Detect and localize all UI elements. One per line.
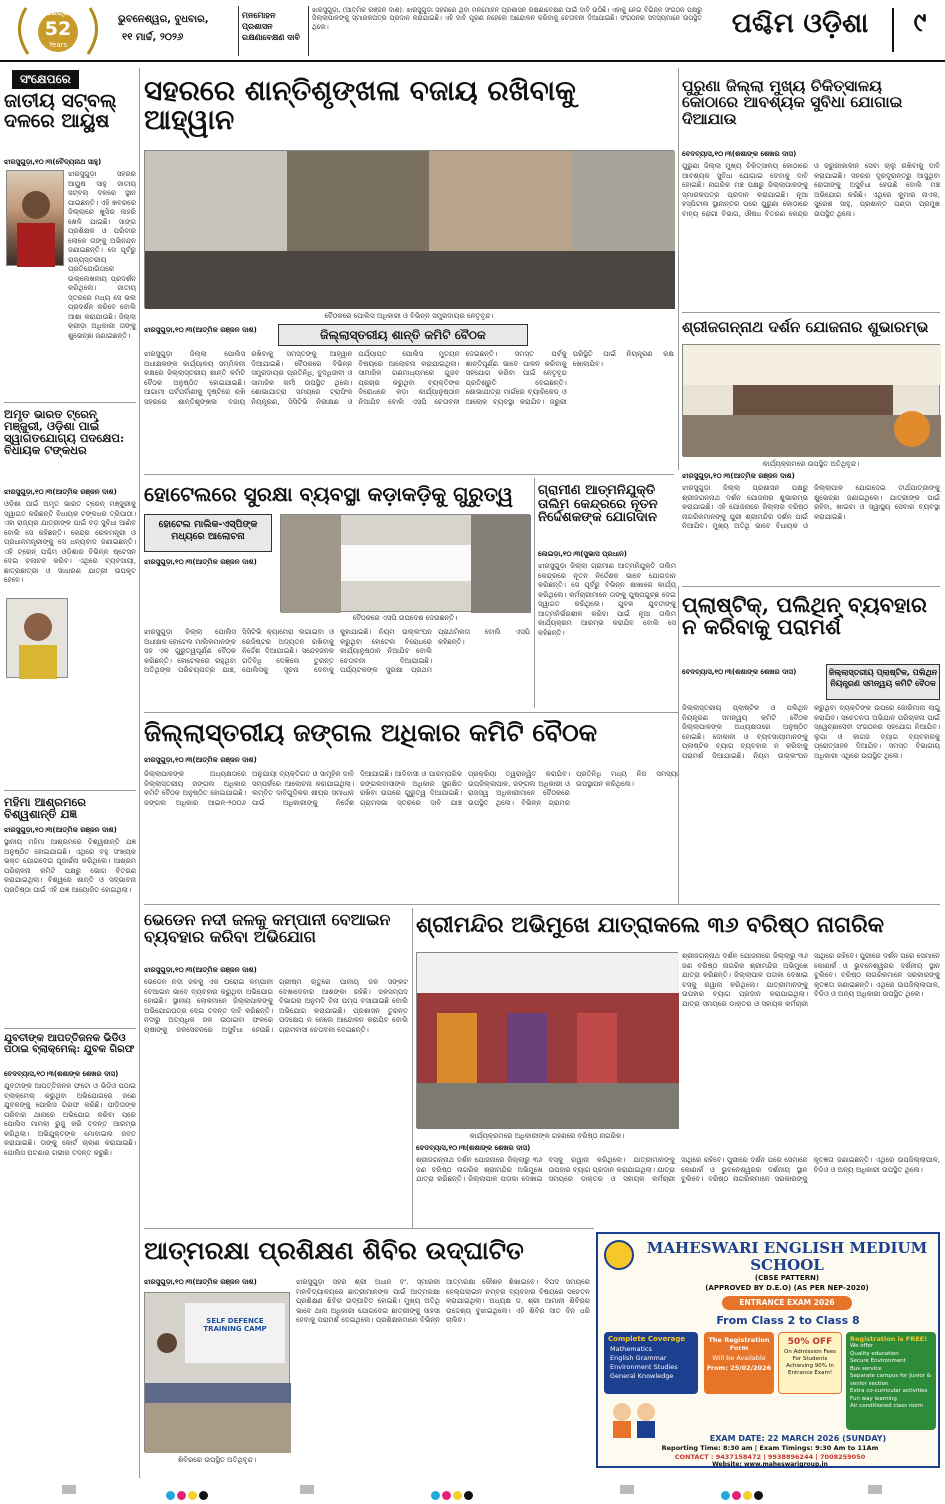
selfdefense-headline: ଆତ୍ମରକ୍ଷା ପ୍ରଶିକ୍ଷଣ ଶିବିର ଉଦ୍‌ଘାଟିତ (144, 1236, 524, 1265)
rural-dateline: ଲେଇଡ଼ା,୧୦।୩(ସୁଭାସ ପ୍ରଧାନ) (538, 550, 627, 558)
forest-dateline: ଝାରସୁଗୁଡ଼ା,୧୦।୩(ଆତ୍ମିକ ରଞ୍ଜନ ଦାଶ) (144, 756, 257, 764)
feature-item: Secure Environment (850, 1358, 906, 1364)
hospital-text: ପୁରୁଣା ଜିଲ୍ଲା ମୁଖ୍ୟ ଚିକିତ୍ସାଳୟ କୋଠାରେ ଆବଶ୍ୟକ ସୁବିଧା ଯୋଗାଇ ଦେବାକୁ ଦାବି ହୋଇଛି। ନାଗରିକ ମଞ୍ଚ ପକ୍ଷରୁ ଜିଲ୍ଲାପାଳଙ୍କୁ ସ୍ମାରକପତ୍ର ପ୍ରଦାନ କରାଯାଇଛି। ନୂଆ ହସ୍ପିଟାଲ ସ୍ଥାନାନ୍ତର ପରେ ପୁରୁଣା କୋଠାରେ ବାହ୍ୟ ରୋଗୀ ବିଭାଗ, ଔଷଧ ବିତରଣ କେନ୍ଦ୍ର ଓ ଜରୁରୀକାଳୀନ ସେବା ଚାଲୁ ରଖିବାକୁ ଦାବି କରାଯାଇଛି। ସହରର ଦୂରଦୂରାନ୍ତରୁ ଆସୁଥିବା ରୋଗୀଙ୍କୁ ଅସୁବିଧା ହେଉଛି ବୋଲି ମଞ୍ଚ ଅଭିଯୋଗ କରିଛି। ଏଥିରେ କୁମାର ନାଏକ, ସୁରେଶ ସାହୁ, ପ୍ରଶାନ୍ତ ପଣ୍ଡା ପ୍ରମୁଖ ଉପସ୍ଥିତ ଥିଲେ। (682, 162, 940, 218)
jagannath-dateline: ଝାରସୁଗୁଡ଼ା,୧୦।୩(ଆତ୍ମିକ ରଞ୍ଜନ ଦାଶ) (682, 472, 795, 480)
lead-photo-caption: ବୈଠକରେ ପୋଲିସ ଅଧିକାରୀ ଓ ବିଭିନ୍ନ ସମ୍ପ୍ରଦାୟର ନେତୃବୃନ୍ଦ। (324, 312, 494, 320)
registration-form-box (704, 1332, 774, 1394)
cyan-dot-icon (721, 1491, 730, 1500)
lead-text: ଝାରସୁଗୁଡ଼ା ଜିଲ୍ଲା ପୋଲିସ ଅଧୀକ୍ଷକଙ୍କ କାର୍ଯ୍ୟାଳୟ ସମ୍ମିଳନୀ କକ୍ଷରେ ଜିଲ୍ଲାସ୍ତରୀୟ ଶାନ୍ତି କମିଟି ବୈଠକ ଅନୁଷ୍ଠିତ ହୋଇଯାଇଛି। ଆଗାମୀ ପର୍ବପର୍ବାଣୀକୁ ଦୃଷ୍ଟିରେ ରଖି ସହରରେ ଶାନ୍ତିଶୃଙ୍ଖଳା ବଜାୟ ରଖିବାକୁ ସମସ୍ତଙ୍କୁ ଆହ୍ୱାନ ଦିଆଯାଇଛି। ବୈଠକରେ ବିଭିନ୍ନ ସମ୍ପ୍ରଦାୟର ପ୍ରତିନିଧି, ବୁଦ୍ଧିଜୀବୀ ଓ ସାମାଜିକ କର୍ମୀ ଉପସ୍ଥିତ ଥିଲେ। ଶୋଭାଯାତ୍ରା ସମୟରେ ଟ୍ରାଫିକ ନିୟନ୍ତ୍ରଣ, ସିସିଟିଭି ନିରୀକ୍ଷଣ ଓ ପର୍ଯ୍ୟାପ୍ତ ପୋଲିସ ମୁତୟନ ବିଷୟରେ ଆଲୋଚନା କରାଯାଇଥିଲା। ସାମାଜିକ ଗଣମାଧ୍ୟମରେ ଗୁଜବ ପ୍ରଚାର କରୁଥିବା ବ୍ୟକ୍ତିଙ୍କ ବିରୋଧରେ କଡ଼ା କାର୍ଯ୍ୟାନୁଷ୍ଠାନ ନିଆଯିବ ବୋଲି ଏସପି ଚେତାବନୀ ଦେଇଛନ୍ତି। ସମସ୍ତ ପର୍ବକୁ ଶାନ୍ତିପୂର୍ଣ୍ଣ ଭାବେ ପାଳନ କରିବାକୁ ସହଯୋଗ କରିବା ପାଇଁ ନେତୃବୃନ୍ଦ ପ୍ରତିଶ୍ରୁତି ଦେଇଛନ୍ତି। ଶୋଭାଯାତ୍ରା ମାର୍ଗରେ ବ୍ୟାରିକେଡ୍‌ ଓ ଆଲୋକ ବ୍ୟବସ୍ଥା କରାଯିବ। ଜରୁରୀ ପରିସ୍ଥିତି ପାଇଁ ନିୟନ୍ତ୍ରଣ କକ୍ଷ ଖୋଲାଯିବ। (144, 350, 674, 406)
ticker-text: ଝାରସୁଗୁଡ଼ା, (ଆତ୍ମିକ ରଞ୍ଜନ ଦାଶ): ଝାରସୁଗୁଡ଼ା ସହରରେ ଥିବା ମନମୋହନ ପ୍ରଶାସନ ରକ୍ଷଣାବେକ୍ଷଣ ପାଇଁ ଦାବି ଉଠିଛି। ଏହାକୁ ନେଇ ବିଭିନ୍ନ ସଂଗଠନ ପକ୍ଷରୁ ଜିଲ୍ଲାପାଳଙ୍କୁ ସ୍ମାରକପତ୍ର ପ୍ରଦାନ କରାଯାଇଛି। ଏହି ଦାବି ପୂରଣ ନହେଲେ ଆନ୍ଦୋଳନ କରିବାକୁ ଚେତାବନୀ ଦିଆଯାଇଛି। ସଂଗଠନର ସଦସ୍ୟମାନେ ଉପସ୍ଥିତ ଥିଲେ। (312, 6, 702, 31)
section-name: ପଶ୍ଚିମ ଓଡ଼ିଶା (731, 8, 869, 39)
brief-4-headline: ଯୁବତୀଙ୍କ ଆପତ୍ତିଜନକ ଭିଡିଓ ପଠାଇ ବ୍ଲାକ୍‌ମେଲ୍‌: ଯୁବକ ଗିରଫ (4, 1033, 135, 1055)
gray-bar-mark (620, 1485, 634, 1494)
jagannath-photo-caption: କାର୍ଯ୍ୟକ୍ରମରେ ଉପସ୍ଥିତ ଅତିଥିବୃନ୍ଦ। (762, 460, 860, 468)
features-box (846, 1332, 936, 1430)
brief-2-photo (6, 598, 68, 678)
selfdefense-photo (144, 1292, 290, 1452)
brief-3-dateline: ଝାରସୁଗୁଡ଼ା,୧୦।୩(ଆତ୍ମିକ ରଞ୍ଜନ ଦାଶ) (4, 826, 117, 834)
exam-date: EXAM DATE: 22 MARCH 2026 (SUNDAY) (709, 1434, 887, 1443)
jagannath-photo (682, 344, 940, 456)
school-pattern: (CBSE PATTERN) (754, 1274, 820, 1282)
cartoon-kids-illustration (604, 1398, 664, 1438)
magenta-dot-icon (442, 1491, 451, 1500)
black-dot-icon (754, 1491, 763, 1500)
forest-text: ଜିଲ୍ଲାପାଳଙ୍କ ଅଧ୍ୟକ୍ଷତାରେ ଜିଲ୍ଲାସ୍ତରୀୟ ଜଙ୍ଗଲ ଅଧିକାର କମିଟି ବୈଠକ ଅନୁଷ୍ଠିତ ହୋଇଯାଇଛି। ଜଙ୍ଗଲ ଅଧିକାର ଆଇନ-୨୦୦୬ ଅନୁଯାୟୀ ବ୍ୟକ୍ତିଗତ ଓ ସାମୂହିକ ଦାବି ସମ୍ପର୍କରେ ଆଲୋଚନା କରାଯାଇଥିଲା। ଲମ୍ବିତ ଦାବିଗୁଡ଼ିକର ଶୀଘ୍ର ସମାଧାନ ପାଇଁ ଅଧିକାରୀଙ୍କୁ ନିର୍ଦ୍ଦେଶ ଦିଆଯାଇଛି। ଆଦିବାସୀ ଓ ପାରମ୍ପରିକ ଜଙ୍ଗଲବାସୀଙ୍କ ଅଧିକାର ସୁରକ୍ଷିତ ରଖିବା ଉପରେ ଗୁରୁତ୍ୱ ଦିଆଯାଇଛି। ଗ୍ରାମସଭା ସ୍ତରରେ ଦାବି ଯାଞ୍ଚ ପ୍ରକ୍ରିୟା ତ୍ୱରାନ୍ୱିତ କରାଯିବ। ଉପଜିଲ୍ଲାପାଳ, ଜଙ୍ଗଲ ଅଧିକାରୀ ଓ ରାଜସ୍ୱ ଅଧିକାରୀମାନେ ବୈଠକରେ ଉପସ୍ଥିତ ଥିଲେ। ବିଭିନ୍ନ ଗ୍ରାମର ପ୍ରତିନିଧି ମଧ୍ୟ ନିଜ ସମସ୍ୟା ଉପସ୍ଥାପନ କରିଥିଲେ। (144, 770, 678, 807)
form-title: The Registration Form (708, 1336, 770, 1352)
registration-free: Registration is FREE! (850, 1335, 928, 1343)
hotel-photo-caption: ବୈଠକରେ ଏସପି ଉପଦେଶ ଦେଉଛନ୍ତି। (352, 614, 458, 622)
offer-text: On Admission Fees For Students Achieving 90% In Entrance Exam! (784, 1349, 836, 1376)
hotel-dateline: ଝାରସୁଗୁଡ଼ା,୧୦।୩(ଆତ୍ମିକ ରଞ୍ଜନ ଦାଶ) (144, 558, 257, 566)
river-headline: ଭେଡେନ ନଦୀ ଜଳକୁ କମ୍ପାନୀ ବେଆଇନ ବ୍ୟବହାର କରିବା ଅଭିଯୋଗ (144, 910, 391, 946)
yellow-dot-icon (743, 1491, 752, 1500)
jagannath-text: ଝାରସୁଗୁଡ଼ା ଜିଲ୍ଲା ପ୍ରଶାସନ ପକ୍ଷରୁ ଶ୍ରୀଜଗନ୍ନାଥ ଦର୍ଶନ ଯୋଜନାର ଶୁଭାରମ୍ଭ କରାଯାଇଛି। ଏହି ଯୋଜନାରେ ଜିଲ୍ଲାର ବରିଷ୍ଠ ନାଗରିକମାନଙ୍କୁ ପୁରୀ ଶ୍ରୀମନ୍ଦିର ଦର୍ଶନ ପାଇଁ ନିଆଯିବ। ମୁଖ୍ୟ ଅତିଥି ଭାବେ ବିଧାୟକ ଓ ଜିଲ୍ଲାପାଳ ଯୋଗଦେଇ ତୀର୍ଥଯାତ୍ରୀଙ୍କୁ ଶୁଭେଚ୍ଛା ଜଣାଇଥିଲେ। ଯାତ୍ରୀଙ୍କ ପାଇଁ ରହିବା, ଖାଇବା ଓ ସ୍ୱାସ୍ଥ୍ୟ ସେବାର ବ୍ୟବସ୍ଥା କରାଯାଇଛି। (682, 484, 940, 530)
badge-years-label: Years (48, 41, 68, 49)
gray-bar-mark (62, 1485, 76, 1494)
hotel-headline: ହୋଟେଲରେ ସୁରକ୍ଷା ବ୍ୟବସ୍ଥା କଡ଼ାକଡ଼ିକୁ ଗୁରୁତ୍ୱ (144, 482, 513, 506)
page-number: ୯ (913, 8, 927, 38)
brief-4-dateline: ବେଦବ୍ୟାସ,୧୦।୩(ଶଶାଙ୍କ ଶେଖର ଦାସ) (4, 1070, 119, 1078)
coverage-item: General Knowledge (610, 1372, 674, 1380)
hotel-photo (280, 514, 530, 612)
feature-item: Air conditioned class room (850, 1403, 923, 1409)
cyan-dot-icon (166, 1491, 175, 1500)
yellow-dot-icon (188, 1491, 197, 1500)
school-ad (596, 1232, 940, 1468)
brief-4-text: ଯୁବତୀଙ୍କ ଆପତ୍ତିଜନକ ଫଟୋ ଓ ଭିଡିଓ ପଠାଇ ବ୍ଲାକ୍‌ମେଲ୍‌ କରୁଥିବା ଅଭିଯୋଗରେ ଜଣେ ଯୁବକଙ୍କୁ ପୋଲିସ ଗିରଫ କରିଛି। ପୀଡ଼ିତାଙ୍କ ପରିବାର ଥାନାରେ ଅଭିଯୋଗ କରିବା ପରେ ପୋଲିସ ମାମଲା ରୁଜୁ କରି ତଦନ୍ତ ଆରମ୍ଭ କରିଥିଲା। ଅଭିଯୁକ୍ତଙ୍କ ମୋବାଇଲ ଜବତ କରାଯାଇଛି। ତାଙ୍କୁ କୋର୍ଟ ଚାଲାଣ କରାଯାଇଛି। ପୋଲିସ ଘଟଣାର ଗଭୀର ତଦନ୍ତ କରୁଛି। (4, 1082, 136, 1157)
ticker-head-2: ରକ୍ଷଣାବେକ୍ଷଣ ଦାବି (242, 33, 300, 42)
offer-box (778, 1332, 842, 1394)
gray-bar-mark (868, 1485, 882, 1494)
exam-timing: Reporting Time: 8:30 am | Exam Timings: 9:30 Am to 11Am (661, 1444, 879, 1452)
brief-3-text: ସ୍ଥାନୀୟ ମହିମା ଆଶ୍ରମରେ ବିଶ୍ୱଶାନ୍ତି ଯଜ୍ଞ ଅନୁଷ୍ଠିତ ହୋଇଯାଇଛି। ଏଥିରେ ବହୁ ସଂଖ୍ୟକ ଭକ୍ତ ଯୋଗଦେଇ ପୂଜାର୍ଚ୍ଚନା କରିଥିଲେ। ଆଶ୍ରମ ପରିଚାଳନା କମିଟି ପକ୍ଷରୁ ଭୋଗ ବିତରଣ କରାଯାଇଥିଲା। ବିଶ୍ୱରେ ଶାନ୍ତି ଓ ସଦ୍‌ଭାବନା ପ୍ରତିଷ୍ଠା ପାଇଁ ଏହି ଯଜ୍ଞ ଆୟୋଜିତ ହୋଇଥିଲା। (4, 838, 136, 894)
briefs-column (4, 68, 136, 1478)
coverage-item: Environment Studies (610, 1363, 678, 1371)
coverage-item: English Grammar (610, 1354, 667, 1362)
class-range: From Class 2 to Class 8 (716, 1314, 860, 1327)
rural-headline: ଗ୍ରାମୀଣ ଆତ୍ମନିଯୁକ୍ତି ତାଲିମ କେନ୍ଦ୍ରରେ ନୂତନ ନିର୍ଦ୍ଦେଶକଙ୍କ ଯୋଗଦାନ (538, 483, 658, 526)
feature-item: Quality education (850, 1350, 899, 1357)
temple-photo-caption: କାର୍ଯ୍ୟକ୍ରମରେ ଅଧିକାରୀଙ୍କ ଗହଣରେ ବରିଷ୍ଠ ନାଗରିକ। (469, 1132, 625, 1140)
feature-item: Extra co-curricular activities (850, 1388, 928, 1394)
plastic-headline: ପ୍ଲାଷ୍ଟିକ୍‌, ପଲିଥିନ୍‌ ବ୍ୟବହାର ନ କରିବାକୁ ପରାମର୍ଶ (682, 592, 927, 640)
offer-percent: 50% OFF (787, 1337, 833, 1347)
coverage-title: Complete Coverage (608, 1335, 686, 1343)
form-sub: Will be Available (712, 1354, 766, 1362)
badge-word: ଧରିତ୍ରୀ (45, 8, 71, 17)
temple-photo (416, 952, 678, 1128)
selfdefense-dateline: ଝାରସୁଗୁଡ଼ା,୧୦।୩(ଆତ୍ମିକ ରଞ୍ଜନ ଦାଶ) (144, 1278, 257, 1286)
magenta-dot-icon (177, 1491, 186, 1500)
city-day: ଭୁବନେଶ୍ୱର, ବୁଧବାର, (118, 14, 209, 25)
coverage-box (604, 1332, 698, 1394)
selfdefense-photo-caption: ଶିବିରରେ ଉପସ୍ଥିତ ଅତିଥିବୃନ୍ଦ। (177, 1456, 257, 1464)
rural-text: ଝାରସୁଗୁଡ଼ା ଜିଲ୍ଲା ଗ୍ରାମୀଣ ଆତ୍ମନିଯୁକ୍ତି ତାଲିମ କେନ୍ଦ୍ରରେ ନୂତନ ନିର୍ଦ୍ଦେଶକ ଭାବେ ଯୋଗଦାନ କରିଛନ୍ତି। ସେ ପୂର୍ବରୁ ବିଭିନ୍ନ ଶାଖାରେ କାର୍ଯ୍ୟ କରିଥିଲେ। କର୍ମଚାରୀମାନେ ତାଙ୍କୁ ପୁଷ୍ପଗୁଚ୍ଛ ଦେଇ ସ୍ୱାଗତ କରିଥିଲେ। ଯୁବକ ଯୁବତୀଙ୍କୁ ଆତ୍ମନିର୍ଭରଶୀଳ କରିବା ପାଇଁ ନୂଆ ତାଲିମ କାର୍ଯ୍ୟକ୍ରମ ଆରମ୍ଭ କରାଯିବ ବୋଲି ସେ କହିଛନ୍ତି। (538, 562, 676, 637)
plastic-dateline: ବେଦବ୍ୟାସ,୧୦।୩(ଶଶାଙ୍କ ଶେଖର ଦାସ) (682, 668, 797, 676)
plastic-text: ଜିଲ୍ଲାସ୍ତରୀୟ ପ୍ଲାଷ୍ଟିକ ଓ ପଲିଥିନ ନିୟନ୍ତ୍ରଣ ସମନ୍ୱୟ କମିଟି ବୈଠକ ଜିଲ୍ଲାପାଳଙ୍କ ଅଧ୍ୟକ୍ଷତାରେ ଅନୁଷ୍ଠିତ ହୋଇଛି। ଦୋକାନୀ ଓ ବ୍ୟବସାୟୀମାନଙ୍କୁ ପ୍ଲାଷ୍ଟିକ ବ୍ୟାଗ ବ୍ୟବହାର ନ କରିବାକୁ ପରାମର୍ଶ ଦିଆଯାଇଛି। ନିୟମ ଉଲ୍ଲଂଘନ କରୁଥିବା ବ୍ୟକ୍ତିଙ୍କ ଉପରେ ଜୋରିମାନା ଲାଗୁ କରାଯିବ। ସଚେତନତା ଅଭିଯାନ ପରିଚାଳନା ପାଇଁ ସ୍ୱେଚ୍ଛାସେବୀ ସଂଗଠନର ସହଯୋଗ ନିଆଯିବ। ଲୁଗା ଓ କାଗଜ ବ୍ୟାଗ ବ୍ୟବହାରକୁ ପ୍ରୋତ୍ସାହନ ଦିଆଯିବ। ସମସ୍ତ ବିଭାଗୀୟ ଅଧିକାରୀ ଏଥିରେ ଉପସ୍ଥିତ ଥିଲେ। (682, 704, 940, 760)
selfdefense-text: ଝାରସୁଗୁଡ଼ା ସହର ଶ୍ରୀ ଅଧାନ ବଂ. ସ୍ମାରକୀ ମହାବିଦ୍ୟାଳୟରେ ଛାତ୍ରୀମାନଙ୍କ ପାଇଁ ଆତ୍ମରକ୍ଷା ପ୍ରଶିକ୍ଷଣ ଶିବିର ଉଦ୍‌ଘାଟିତ ହୋଇଛି। ମୁଖ୍ୟ ଅତିଥି ଭାବେ ଥାନା ଅଧିକାରୀ ଯୋଗଦେଇ ଛାତ୍ରୀଙ୍କୁ ସାହସୀ ହେବାକୁ ପରାମର୍ଶ ଦେଇଥିଲେ। ପ୍ରଶିକ୍ଷକମାନେ ବିଭିନ୍ନ ଆତ୍ମରକ୍ଷା କୌଶଳ ଶିଖାଇବେ। ବିପଦ ସମୟରେ ହେଲ୍‌ପଲାଇନ ନମ୍ବର ବ୍ୟବହାର ବିଷୟରେ ସଚେତନ କରାଯାଇଥିଲା। ଅଧ୍ୟକ୍ଷ ଡ. ଶ୍ରୀ ଆମାନୀ ଶିବିରର ଉଦ୍ଦେଶ୍ୟ ବୁଝାଇଥିଲେ। ଏହି ଶିବିର ସାତ ଦିନ ଧରି ଚାଲିବ। (296, 1278, 590, 1324)
school-logo-icon (604, 1240, 634, 1270)
brief-2-headline: ଅମୃତ ଭାରତ ଟ୍ରେନ୍‌ ମଞ୍ଜୁରୀ, ଓଡ଼ିଶା ପାଇଁ ସ୍ୱାଗତଯୋଗ୍ୟ ପଦକ୍ଷେପ: ବିଧାୟକ ଟଙ୍କଧର (4, 407, 125, 458)
cyan-dot-icon (431, 1491, 440, 1500)
badge-years: 52 (44, 18, 72, 40)
form-date: From: 25/02/2026 (706, 1364, 772, 1372)
forest-headline: ଜିଲ୍ଲାସ୍ତରୀୟ ଜଙ୍ଗଲ ଅଧିକାର କମିଟି ବୈଠକ (144, 718, 598, 747)
website: Website: www.maheswarigroup.in (712, 1461, 828, 1468)
hospital-dateline: ବେଦବ୍ୟାସ,୧୦।୩(ଶଶାଙ୍କ ଶେଖର ଦାସ) (682, 150, 797, 158)
hotel-subhead-box: ହୋଟେଲ ମାଲିକ-ଏସ୍‌ପିଙ୍କ ମଧ୍ୟରେ ଆଲୋଚନା (144, 514, 272, 552)
lead-subhead-box: ଜିଲ୍ଲାସ୍ତରୀୟ ଶାନ୍ତି କମିଟି ବୈଠକ (278, 324, 528, 346)
briefs-kicker: ସଂକ୍ଷେପରେ (12, 70, 79, 89)
anniversary-badge (8, 2, 108, 58)
brief-1-text: ଝାରସୁଗୁଡ଼ା ସହରର ଆୟୁଷ ସାହୁ ଜାତୀୟ ସଟ୍‌ବଲ୍‌ ଦଳରେ ସ୍ଥାନ ପାଇଛନ୍ତି। ଏହି ଖବରରେ ଜିଲ୍ଲାରେ ଖୁସିର ଲହରି ଖେଳି ଯାଇଛି। ସାଙ୍ଗ ପ୍ରଶିକ୍ଷକ ଓ ପରିବାର ଲୋକେ ତାଙ୍କୁ ଅଭିନନ୍ଦନ ଜଣାଇଛନ୍ତି। ସେ ପୂର୍ବରୁ ରାଜ୍ୟସ୍ତରୀୟ ପ୍ରତିଯୋଗିତାରେ ଉଲ୍ଲେଖନୀୟ ପ୍ରଦର୍ଶନ କରିଥିଲେ। ଜାତୀୟ ସ୍ତରରେ ମଧ୍ୟ ସେ ଭଲ ପ୍ରଦର୍ଶନ କରିବେ ବୋଲି ଆଶା କରାଯାଉଛି। ଜିଲ୍ଲା କ୍ରୀଡ଼ା ଅଧିକାରୀ ତାଙ୍କୁ ଶୁଭେଚ୍ଛା ଜଣାଇଛନ୍ତି। (68, 170, 136, 340)
ticker-head-1: ମନମୋହନ ପ୍ରଶାସନ (242, 11, 276, 31)
exam-badge: ENTRANCE EXAM 2026 (722, 1296, 852, 1310)
color-dots-mark (720, 1485, 780, 1504)
school-approval: (APPROVED BY D.E.O) (AS PER NEP-2020) (705, 1284, 869, 1292)
masthead (0, 0, 945, 62)
black-dot-icon (199, 1491, 208, 1500)
brief-1-headline: ଜାତୀୟ ସଟ୍‌ବଲ୍‌ ଦଳରେ ଆୟୁଷ (4, 90, 117, 132)
coverage-item: Mathematics (610, 1345, 652, 1353)
selfdefense-banner: SELF DEFENCE TRAINING CAMP (203, 1317, 267, 1333)
yellow-dot-icon (453, 1491, 462, 1500)
hospital-headline: ପୁରୁଣା ଜିଲ୍ଲା ମୁଖ୍ୟ ଚିକିତ୍ସାଳୟ କୋଠାରେ ଆବଶ୍ୟକ ସୁବିଧା ଯୋଗାଇ ଦିଆଯାଉ (682, 76, 903, 128)
lead-dateline: ଝାରସୁଗୁଡ଼ା,୧୦।୩(ଆତ୍ମିକ ରଞ୍ଜନ ଦାଶ) (144, 326, 257, 334)
feature-item: Bus service (850, 1365, 882, 1372)
color-dots-mark (430, 1485, 490, 1504)
temple-text-side (682, 952, 940, 1142)
temple-headline: ଶ୍ରୀମନ୍ଦିର ଅଭିମୁଖେ ଯାତ୍ରାକଲେ ୩୬ ବରିଷ୍ଠ ନାଗରିକ (416, 912, 885, 938)
jagannath-headline: ଶ୍ରୀଜଗନ୍ନାଥ ଦର୍ଶନ ଯୋଜନାର ଶୁଭାରମ୍ଭ (682, 318, 929, 336)
brief-1-dateline: ଝାରସୁଗୁଡ଼ା,୧୦।୩(ବୈଦ୍ୟନାଥ ସାହୁ) (4, 158, 102, 166)
plastic-subhead-box: ଜିଲ୍ଲାସ୍ତରୀୟ ପ୍ଲାଷ୍ଟିକ, ପଲିଥିନ ନିୟନ୍ତ୍ରଣ ସମନ୍ୱୟ କମିଟି ବୈଠକ (826, 664, 940, 700)
brief-1-photo (6, 170, 64, 266)
color-dots-mark (165, 1485, 225, 1504)
feature-item: Separate campus for Junior & senior section (850, 1373, 932, 1387)
river-dateline: ଝାରସୁଗୁଡ଼ା,୧୦।୩(ଆତ୍ମିକ ରଞ୍ଜନ ଦାଶ) (144, 966, 257, 974)
temple-dateline: ବେଦବ୍ୟାସ,୧୦।୩(ଶଶାଙ୍କ ଶେଖର ଦାସ) (416, 1144, 531, 1152)
lead-photo (144, 150, 674, 308)
magenta-dot-icon (732, 1491, 741, 1500)
school-name: MAHESWARI ENGLISH MEDIUM SCHOOL (646, 1239, 928, 1274)
temple-text: ଶ୍ରୀଜଗନ୍ନାଥ ଦର୍ଶନ ଯୋଜନାରେ ଜିଲ୍ଲାରୁ ୩୬ ଜଣ ବରିଷ୍ଠ ନାଗରିକ ଶ୍ରୀମନ୍ଦିର ଅଭିମୁଖେ ଯାତ୍ରା କରିଛନ୍ତି। ଜିଲ୍ଲାପାଳ ପତାକା ଦେଖାଇ ବସ୍‌କୁ ରୱାନା କରିଥିଲେ। ଯାତ୍ରୀମାନଙ୍କୁ ଉପହାର ବ୍ୟାଗ ପ୍ରଦାନ କରାଯାଇଥିଲା। ଯାତ୍ରା ସମୟରେ ଡାକ୍ତର ଓ ସହାୟକ କର୍ମଚାରୀ ସାଥିରେ ରହିବେ। ପୁରୀରେ ଦର୍ଶନ ପରେ ସେମାନେ କୋଣାର୍କ ଓ ଭୁବନେଶ୍ୱରର ଦର୍ଶନୀୟ ସ୍ଥାନ ବୁଲିବେ। ବରିଷ୍ଠ ନାଗରିକମାନେ ସରକାରଙ୍କୁ କୃତଜ୍ଞତା ଜଣାଇଛନ୍ତି। ଏଥିରେ ଉପଜିଲ୍ଲାପାଳ, ବିଡିଓ ଓ ଅନ୍ୟ ଅଧିକାରୀ ଉପସ୍ଥିତ ଥିଲେ। (416, 1156, 940, 1183)
brief-2-text: ଓଡ଼ିଶା ପାଇଁ ଅମୃତ ଭାରତ ଟ୍ରେନ୍‌ ମଞ୍ଜୁରୀକୁ ସ୍ୱାଗତ କରିଛନ୍ତି ବିଧାୟକ ଟଙ୍କଧର ତ୍ରିପାଠୀ। ଏହା ରାଜ୍ୟର ଯାତ୍ରୀଙ୍କ ପାଇଁ ବଡ଼ ସୁବିଧା ଆଣିବ ବୋଲି ସେ କହିଛନ୍ତି। କେନ୍ଦ୍ର ରେଳମନ୍ତ୍ରୀ ଓ ପ୍ରଧାନମନ୍ତ୍ରୀଙ୍କୁ ସେ ଧନ୍ୟବାଦ ଜଣାଇଛନ୍ତି। ଏହି ଟ୍ରେନ୍‌ ପଶ୍ଚିମ ଓଡ଼ିଶାର ବିଭିନ୍ନ ଷ୍ଟେସନ ଦେଇ ଚଳାଚଳ କରିବ। ଏଥିରେ ବ୍ୟବସାୟୀ, ଛାତ୍ରଛାତ୍ରୀ ଓ ସାଧାରଣ ଯାତ୍ରୀ ଉପକୃତ ହେବେ। (4, 500, 136, 584)
brief-3-headline: ମହିମା ଆଶ୍ରମରେ ବିଶ୍ୱଶାନ୍ତି ଯଜ୍ଞ (4, 795, 87, 822)
issue-date: ୧୧ ମାର୍ଚ୍ଚ, ୨୦୨୬ (122, 32, 184, 43)
feature-item: Fun way learning (850, 1395, 897, 1402)
lead-headline: ସହରରେ ଶାନ୍ତିଶୃଙ୍ଖଳା ବଜାୟ ରଖିବାକୁ ଆହ୍ୱାନ (144, 74, 576, 137)
print-registration-marks (0, 1482, 945, 1497)
gray-bar-mark (300, 1485, 314, 1494)
contact-numbers: CONTACT : 9437158472 | 9938896244 | 7008259050 (674, 1453, 866, 1461)
temple-text-continued: ଶ୍ରୀଜଗନ୍ନାଥ ଦର୍ଶନ ଯୋଜନାରେ ଜିଲ୍ଲାରୁ ୩୬ ଜଣ ବରିଷ୍ଠ ନାଗରିକ ଶ୍ରୀମନ୍ଦିର ଅଭିମୁଖେ ଯାତ୍ରା କରିଛନ୍ତି। ଜିଲ୍ଲାପାଳ ପତାକା ଦେଖାଇ ବସ୍‌କୁ ରୱାନା କରିଥିଲେ। ଯାତ୍ରୀମାନଙ୍କୁ ଉପହାର ବ୍ୟାଗ ପ୍ରଦାନ କରାଯାଇଥିଲା। ଯାତ୍ରା ସମୟରେ ଡାକ୍ତର ଓ ସହାୟକ କର୍ମଚାରୀ ସାଥିରେ ରହିବେ। ପୁରୀରେ ଦର୍ଶନ ପରେ ସେମାନେ କୋଣାର୍କ ଓ ଭୁବନେଶ୍ୱରର ଦର୍ଶନୀୟ ସ୍ଥାନ ବୁଲିବେ। ବରିଷ୍ଠ ନାଗରିକମାନେ ସରକାରଙ୍କୁ କୃତଜ୍ଞତା ଜଣାଇଛନ୍ତି। ଏଥିରେ ଉପଜିଲ୍ଲାପାଳ, ବିଡିଓ ଓ ଅନ୍ୟ ଅଧିକାରୀ ଉପସ୍ଥିତ ଥିଲେ। (682, 952, 940, 1008)
brief-2-dateline: ଝାରସୁଗୁଡ଼ା,୧୦।୩(ଆତ୍ମିକ ରଞ୍ଜନ ଦାଶ) (4, 488, 117, 496)
feature-item: We offer (850, 1343, 874, 1349)
river-text: ଭେଡେନ ନଦୀ ଜଳକୁ ଏକ ଘରୋଇ କମ୍ପାନୀ ବେଆଇନ ଭାବେ ବ୍ୟବହାର କରୁଥିବା ଅଭିଯୋଗ ହୋଇଛି। ସ୍ଥାନୀୟ ଲୋକମାନେ ଜିଲ୍ଲାପାଳଙ୍କୁ ଅଭିଯୋଗପତ୍ର ଦେଇ ତଦନ୍ତ ଦାବି କରିଛନ୍ତି। ନଦୀରୁ ଅତ୍ୟଧିକ ଜଳ ଉଠାଇବା ଫଳରେ ଚାଷୀଙ୍କୁ ଜଳସେଚନରେ ଅସୁବିଧା ହେଉଛି। ଗ୍ରୀଷ୍ମ ଋତୁରେ ପାନୀୟ ଜଳ ସଙ୍କଟ ଦେଖାଦେବାର ଆଶଙ୍କା ରହିଛି। ଜଳସମ୍ପଦ ବିଭାଗର ଅନୁମତି ବିନା ପମ୍ପ ବସାଯାଇଛି ବୋଲି ଅଭିଯୋଗ କରାଯାଇଛି। ପ୍ରଶାସନ ତୁରନ୍ତ ପଦକ୍ଷେପ ନ ନେଲେ ଆନ୍ଦୋଳନ କରାଯିବ ବୋଲି ଗ୍ରାମବାସୀ ଚେତାବନୀ ଦେଇଛନ୍ତି। (144, 978, 408, 1034)
black-dot-icon (464, 1491, 473, 1500)
hotel-text: ଝାରସୁଗୁଡ଼ା ଜିଲ୍ଲା ପୋଲିସ ଅଧୀକ୍ଷକ ହୋଟେଲ ମାଲିକମାନଙ୍କ ସହ ଏକ ଗୁରୁତ୍ୱପୂର୍ଣ୍ଣ ବୈଠକ କରିଛନ୍ତି। ହୋଟେଲରେ ରହୁଥିବା ଅତିଥିଙ୍କ ପରିଚୟପତ୍ର ଯାଞ୍ଚ, ସିସିଟିଭି କ୍ୟାମେରା ଲଗାଇବା ଓ ରେଜିଷ୍ଟର ଅଦ୍ୟତନ ରଖିବାକୁ ନିର୍ଦ୍ଦେଶ ଦିଆଯାଇଛି। ସନ୍ଦେହଜନକ ଗତିବିଧି ଦେଖିଲେ ତୁରନ୍ତ ପୋଲିସକୁ ସୂଚନା ଦେବାକୁ କୁହାଯାଇଛି। ନିୟମ ଉଲ୍ଲଂଘନ କରୁଥିବା ହୋଟେଲ ବିରୋଧରେ କାର୍ଯ୍ୟାନୁଷ୍ଠାନ ନିଆଯିବ ବୋଲି ଚେତାବନୀ ଦିଆଯାଇଛି। ପର୍ଯ୍ୟଟକଙ୍କ ସୁରକ୍ଷା ପ୍ରଥମ ପ୍ରାଥମିକତା ବୋଲି ଏସପି କହିଛନ୍ତି। (144, 628, 530, 674)
